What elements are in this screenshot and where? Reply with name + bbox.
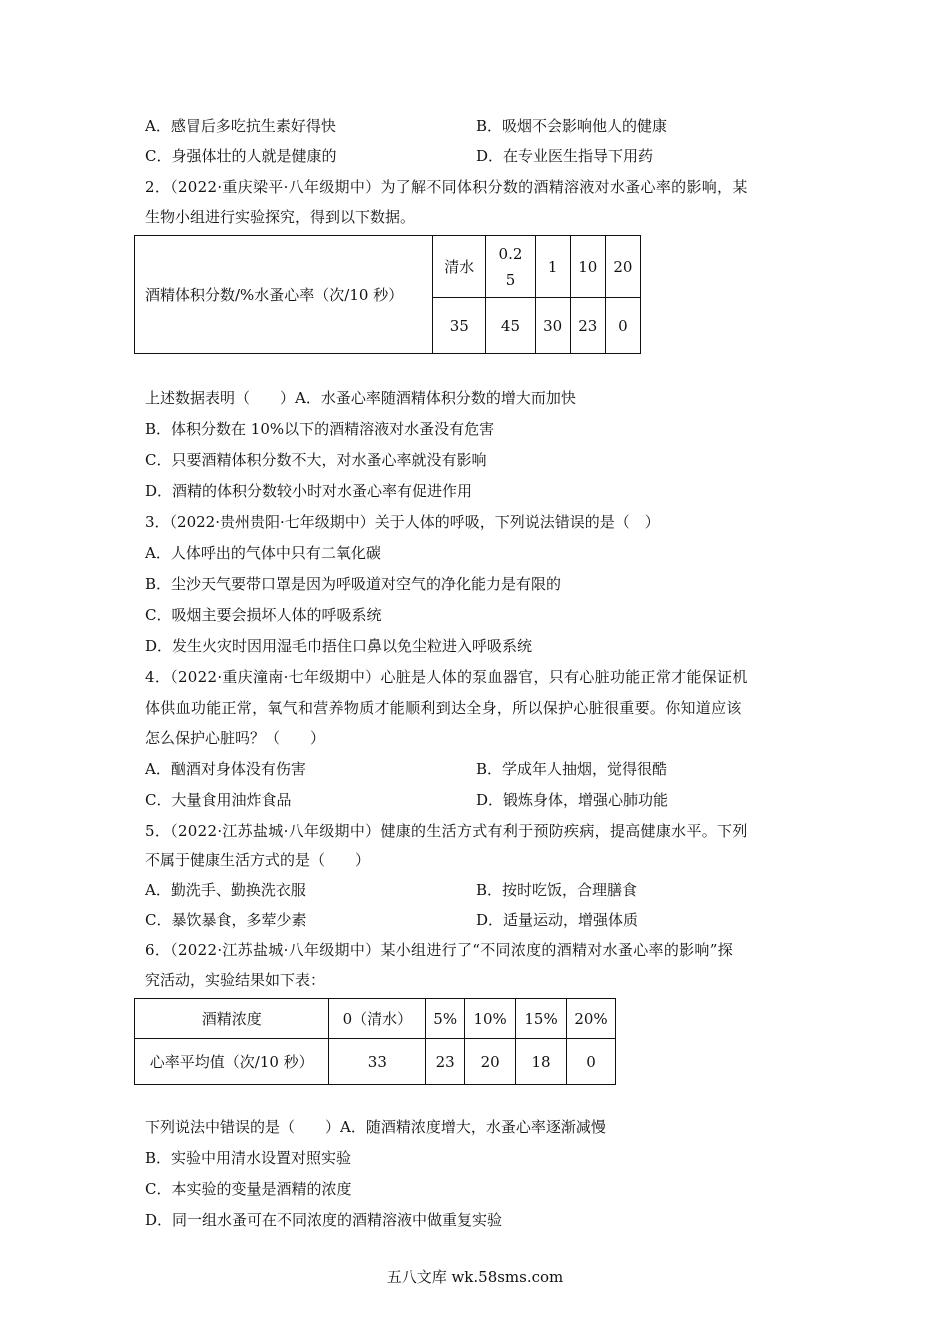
q6-conc-0: 0（清水） [329, 999, 426, 1039]
q6-conc-15: 15% [516, 999, 567, 1039]
q6-rate-20: 0 [567, 1039, 616, 1085]
q2-option-d: D．酒精的体积分数较小时对水蚤心率有促进作用 [145, 482, 473, 500]
q6-rate-5: 23 [426, 1039, 465, 1085]
q2-rate-20: 0 [605, 298, 640, 354]
q3-stem: 3．（2022·贵州贵阳·七年级期中）关于人体的呼吸，下列说法错误的是（ ） [145, 513, 660, 531]
q2-option-c: C．只要酒精体积分数不大，对水蚤心率就没有影响 [145, 451, 487, 469]
q6-row1-label: 酒精浓度 [135, 999, 329, 1039]
q6-stem-line1: 6．（2022·江苏盐城·八年级期中）某小组进行了“不同浓度的酒精对水蚤心率的影响”探 [145, 941, 733, 959]
q2-conc-10: 10 [570, 236, 605, 298]
q2-conc-025: 0.2 5 [486, 236, 535, 298]
q6-rate-0: 33 [329, 1039, 426, 1085]
q1-option-a: A．感冒后多吃抗生素好得快 [145, 117, 336, 135]
q5-stem-line2: 不属于健康生活方式的是（ ） [145, 851, 371, 869]
q2-stem-line3: 上述数据表明（ ）A．水蚤心率随酒精体积分数的增大而加快 [145, 389, 576, 407]
q2-stem-line1: 2．（2022·重庆梁平·八年级期中）为了解不同体积分数的酒精溶液对水蚤心率的影响，某 [145, 178, 748, 196]
q2-conc-water: 清水 [433, 236, 486, 298]
q6-option-b: B．实验中用清水设置对照实验 [145, 1149, 352, 1167]
q6-conc-20: 20% [567, 999, 616, 1039]
q1-option-c: C．身强体壮的人就是健康的 [145, 147, 337, 165]
q6-stem-line3: 下列说法中错误的是（ ）A．随酒精浓度增大，水蚤心率逐渐减慢 [145, 1118, 606, 1136]
q2-conc-20: 20 [605, 236, 640, 298]
q6-conc-10: 10% [465, 999, 516, 1039]
q6-rate-10: 20 [465, 1039, 516, 1085]
q2-conc-1: 1 [535, 236, 570, 298]
q2-option-b: B．体积分数在 10%以下的酒精溶液对水蚤没有危害 [145, 420, 495, 438]
q5-stem-line1: 5．（2022·江苏盐城·八年级期中）健康的生活方式有利于预防疾病，提高健康水平。下列 [145, 822, 748, 840]
q4-stem-line1: 4．（2022·重庆潼南·七年级期中）心脏是人体的泵血器官，只有心脏功能正常才能保证机 [145, 668, 748, 686]
q4-option-b: B．学成年人抽烟，觉得很酷 [476, 760, 668, 778]
q2-rate-10: 23 [570, 298, 605, 354]
q1-option-d: D．在专业医生指导下用药 [476, 147, 654, 165]
q4-stem-line3: 怎么保护心脏吗？（ ） [145, 729, 326, 747]
q2-rate-1: 30 [535, 298, 570, 354]
page-footer: 五八文库 wk.58sms.com [386, 1268, 564, 1286]
q6-option-d: D．同一组水蚤可在不同浓度的酒精溶液中做重复实验 [145, 1211, 503, 1229]
q2-rate-025: 45 [486, 298, 535, 354]
q4-option-a: A．酗酒对身体没有伤害 [145, 760, 306, 778]
q3-option-c: C．吸烟主要会损坏人体的呼吸系统 [145, 606, 382, 624]
q6-stem-line2: 究活动，实验结果如下表： [145, 971, 326, 989]
q3-option-a: A．人体呼出的气体中只有二氧化碳 [145, 544, 381, 562]
q6-conc-5: 5% [426, 999, 465, 1039]
q5-option-b: B．按时吃饭，合理膳食 [476, 881, 638, 899]
q5-option-c: C．暴饮暴食，多荤少素 [145, 911, 307, 929]
q4-option-c: C．大量食用油炸食品 [145, 791, 292, 809]
q6-data-table [134, 998, 616, 1085]
q3-option-b: B．尘沙天气要带口罩是因为呼吸道对空气的净化能力是有限的 [145, 575, 562, 593]
q6-rate-15: 18 [516, 1039, 567, 1085]
q3-option-d: D．发生火灾时因用湿毛巾捂住口鼻以免尘粒进入呼吸系统 [145, 637, 533, 655]
q5-option-a: A．勤洗手、勤换洗衣服 [145, 881, 306, 899]
q2-stem-line2: 生物小组进行实验探究，得到以下数据。 [145, 208, 416, 226]
q6-row2-label: 心率平均值（次/10 秒） [135, 1039, 329, 1085]
q2-data-table [134, 235, 641, 354]
q1-option-b: B．吸烟不会影响他人的健康 [476, 117, 668, 135]
q6-option-c: C．本实验的变量是酒精的浓度 [145, 1180, 352, 1198]
q4-stem-line2: 体供血功能正常，氧气和营养物质才能顺利到达全身，所以保护心脏很重要。你知道应该 [145, 699, 742, 717]
q4-option-d: D．锻炼身体，增强心肺功能 [476, 791, 669, 809]
q2-rate-water: 35 [433, 298, 486, 354]
q2-table-header: 酒精体积分数/%水蚤心率（次/10 秒） [135, 236, 433, 354]
q5-option-d: D．适量运动，增强体质 [476, 911, 639, 929]
